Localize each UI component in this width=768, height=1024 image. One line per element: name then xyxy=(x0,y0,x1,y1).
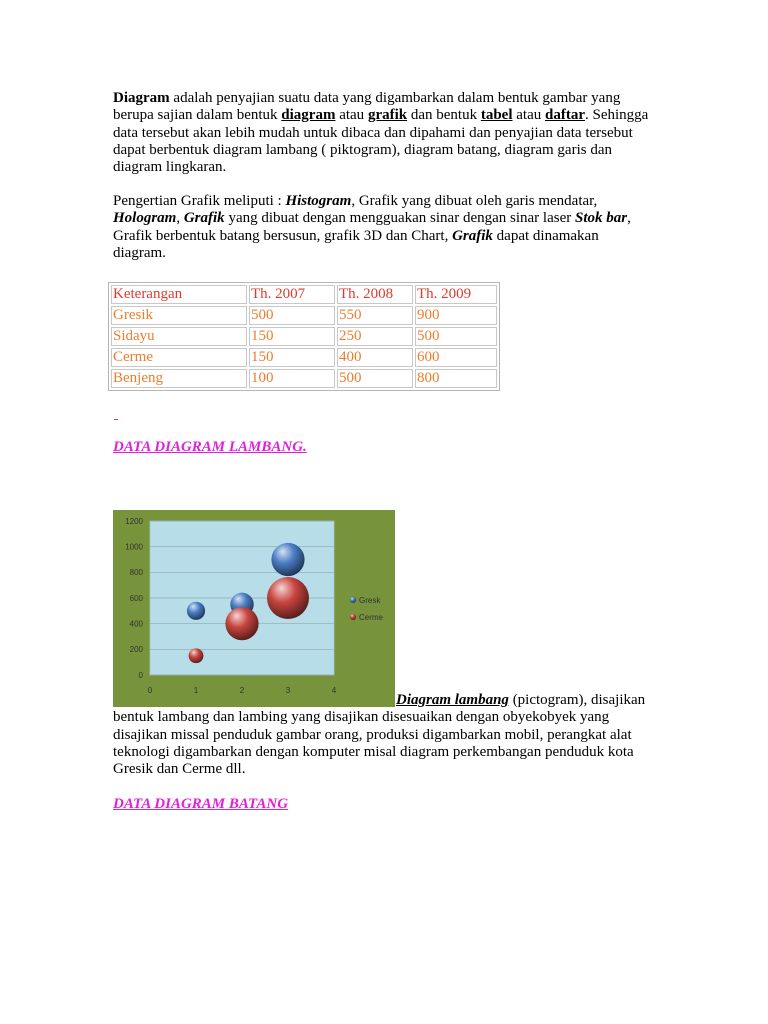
y-tick-label: 800 xyxy=(129,568,143,578)
table-row xyxy=(111,348,497,367)
term-diagram-lambang: Diagram lambang xyxy=(396,692,509,708)
text-line xyxy=(113,125,648,142)
y-tick-label: 1200 xyxy=(125,516,143,526)
text-span: bentuk lambang dan lambing yang disajikan disesuaikan dengan obyekobyek yang xyxy=(113,709,610,726)
text-span: , xyxy=(627,210,631,227)
bubble xyxy=(271,543,304,576)
text-span: , Grafik yang dibuat oleh garis mendatar, xyxy=(351,193,598,209)
bubble xyxy=(267,577,309,619)
term-daftar-underlined: daftar xyxy=(545,107,585,124)
table-cell: 900 xyxy=(415,306,497,325)
table-header-cell: Th. 2008 xyxy=(337,285,413,304)
section-heading-lambang: DATA DIAGRAM LAMBANG. xyxy=(113,439,307,455)
term-stok-bar: Stok bar xyxy=(575,210,628,227)
legend-label: Gresk xyxy=(359,595,381,605)
table-cell: 550 xyxy=(337,306,413,325)
table-cell: Gresik xyxy=(111,306,247,325)
x-tick-label: 0 xyxy=(147,686,153,695)
table-row xyxy=(111,369,497,388)
x-tick-label: 1 xyxy=(193,686,199,695)
table-row xyxy=(111,327,497,346)
y-tick-label: 400 xyxy=(129,619,143,629)
legend-marker xyxy=(350,597,356,603)
text-line xyxy=(113,159,648,176)
text-line xyxy=(113,761,645,778)
bubble-chart xyxy=(113,510,395,707)
term-diagram: Diagram xyxy=(113,90,170,106)
table-cell: 500 xyxy=(249,306,335,325)
table-header-cell: Keterangan xyxy=(111,285,247,304)
text-span: dan bentuk xyxy=(407,107,481,124)
text-line xyxy=(113,709,645,726)
table-cell: 100 xyxy=(249,369,335,388)
table-cell: Benjeng xyxy=(111,369,247,388)
table-header-row xyxy=(111,285,497,304)
text-span: data tersebut akan lebih mudah untuk dibaca dan dipahami dan penyajian data tersebut xyxy=(113,124,633,141)
text-line xyxy=(113,142,648,159)
text-span: atau xyxy=(335,107,368,124)
table-header-cell: Th. 2009 xyxy=(415,285,497,304)
term-diagram-underlined: diagram xyxy=(281,107,336,124)
term-grafik-underlined: grafik xyxy=(367,107,408,124)
section-heading-batang: DATA DIAGRAM BATANG xyxy=(113,796,289,812)
text-line xyxy=(113,107,648,124)
text-line xyxy=(113,744,645,761)
text-span: dapat dinamakan xyxy=(492,227,599,244)
text-span: (pictogram), disajikan xyxy=(508,692,646,708)
text-span: berupa sajian dalam bentuk xyxy=(113,107,282,124)
y-tick-label: 0 xyxy=(138,670,143,680)
bubble xyxy=(187,602,205,620)
bubble xyxy=(189,648,204,663)
text-span: teknologi digambarkan dengan komputer misal diagram perkembangan penduduk kota xyxy=(113,743,634,760)
text-span: Grafik berbentuk batang bersusun, grafik 3D dan Chart, xyxy=(113,227,453,244)
text-span: atau xyxy=(512,107,545,124)
text-span: diagram. xyxy=(113,244,166,261)
term-tabel-underlined: tabel xyxy=(480,107,513,124)
term-grafik: Grafik xyxy=(452,227,493,244)
text-span: , xyxy=(176,210,184,227)
text-line xyxy=(113,245,631,262)
underline-fragment xyxy=(114,411,118,420)
data-table xyxy=(108,282,500,391)
text-span: adalah penyajian suatu data yang digambarkan dalam bentuk gambar yang xyxy=(169,90,621,106)
table-cell: Cerme xyxy=(111,348,247,367)
table-header-cell: Th. 2007 xyxy=(249,285,335,304)
text-line xyxy=(113,193,631,210)
table-cell: 800 xyxy=(415,369,497,388)
table-cell: 500 xyxy=(337,369,413,388)
legend-label: Cerme xyxy=(359,612,384,622)
table-cell: 150 xyxy=(249,348,335,367)
bubble xyxy=(225,607,258,640)
table-cell: 250 xyxy=(337,327,413,346)
x-tick-label: 3 xyxy=(285,686,291,695)
text-span: diagram lingkaran. xyxy=(113,159,227,176)
table-cell: 150 xyxy=(249,327,335,346)
text-line xyxy=(113,727,645,744)
y-tick-label: 1000 xyxy=(125,542,143,552)
text-span: Gresik dan Cerme dll. xyxy=(113,761,246,778)
text-line xyxy=(113,90,648,107)
intro-paragraph xyxy=(113,90,648,176)
y-tick-label: 600 xyxy=(129,593,143,603)
table-cell: 500 xyxy=(415,327,497,346)
term-hologram: Hologram xyxy=(113,210,177,227)
term-histogram: Histogram xyxy=(285,193,352,209)
table-cell: 600 xyxy=(415,348,497,367)
text-span: dapat berbentuk diagram lambang ( piktogram), diagram batang, diagram garis dan xyxy=(113,141,612,158)
text-line xyxy=(113,228,631,245)
x-tick-label: 4 xyxy=(331,686,337,695)
text-line xyxy=(113,692,645,709)
pictogram-paragraph xyxy=(113,692,645,778)
table-cell: 400 xyxy=(337,348,413,367)
text-span: disajikan missal penduduk gambar orang, produksi digambarkan mobil, perangkat alat xyxy=(113,726,632,743)
text-span: yang dibuat dengan mengguakan sinar dengan sinar laser xyxy=(224,210,575,227)
term-grafik: Grafik xyxy=(183,210,225,227)
x-tick-label: 2 xyxy=(239,686,245,695)
table-row xyxy=(111,306,497,325)
text-line xyxy=(113,210,631,227)
text-span: Pengertian Grafik meliputi : xyxy=(113,193,286,209)
legend-marker xyxy=(350,614,356,620)
y-tick-label: 200 xyxy=(129,645,143,655)
grafik-paragraph xyxy=(113,193,631,262)
table-cell: Sidayu xyxy=(111,327,247,346)
text-span: . Sehingga xyxy=(585,107,649,124)
